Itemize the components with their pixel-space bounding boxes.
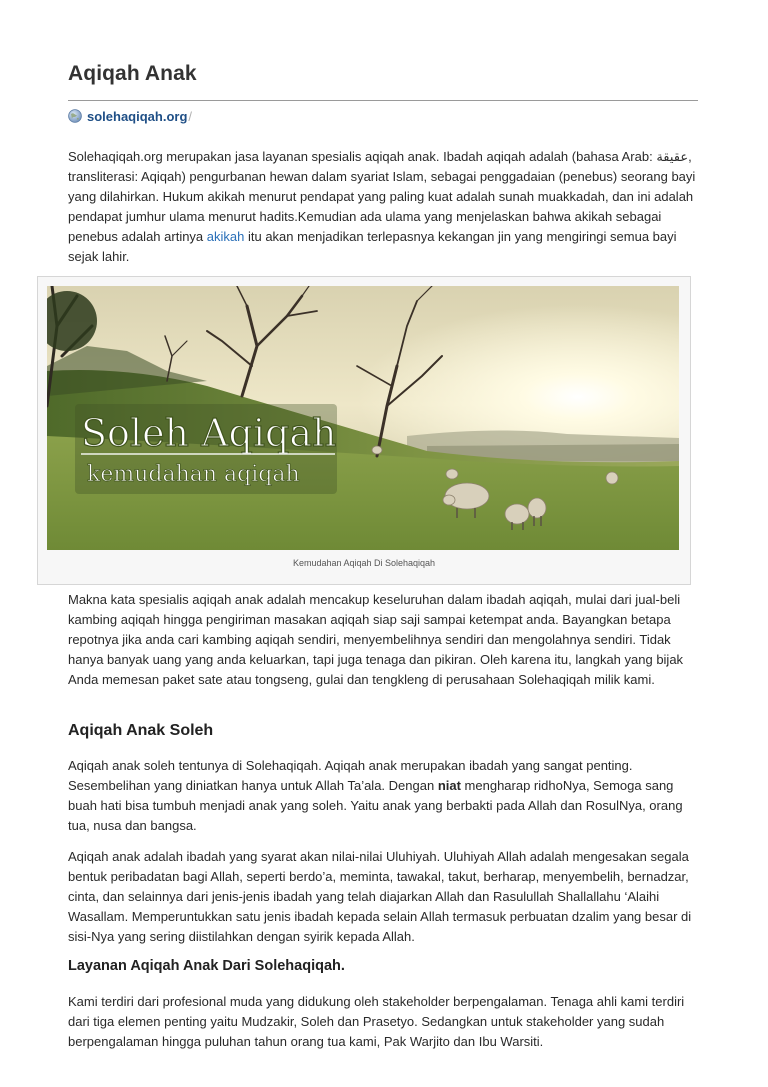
logo-subtitle: kemudahan aqiqah	[87, 462, 300, 487]
source-slash: /	[188, 108, 193, 124]
intro-text-end: itu akan menjadikan terlepasnya kekangan jin yang mengiringi semua bayi sejak lahir.	[68, 229, 677, 264]
intro-paragraph	[68, 147, 700, 267]
paragraph-layanan: Kami terdiri dari profesional muda yang didukung oleh stakeholder berpengalaman. Tenaga ahli kami terdiri dari tiga elemen penting yaitu Mudzakir, Soleh dan Prasetyo. Sedangkan untuk stakeholder yang sudah berpengalaman hingga puluhan tahun orang tua kami, Pak Warjito dan Ibu Warsiti.	[68, 994, 685, 1049]
source-domain-link[interactable]: solehaqiqah.org	[87, 108, 188, 124]
figure-frame	[37, 276, 691, 585]
globe-icon	[68, 109, 82, 123]
intro-text-start: Solehaqiqah.org merupakan jasa layanan spesialis aqiqah anak. Ibadah aqiqah adalah (bahasa Arab: عقيقة, transliterasi: Aqiqah) pengurbanan hewan dalam syariat Islam, sebagai penggadaian (penebus) seorang bayi yang dilahirkan. Hukum akikah menurut pendapat yang paling kuat adalah sunah muakkadah, dan ini adalah pendapat jumhur ulama menurut hadits.Kemudian ada ulama yang menjelaskan bahwa akikah sebagai penebus adalah artinya	[68, 149, 696, 244]
anak-soleh-text-end: mengharap ridhoNya, Semoga sang buah hati bisa tumbuh menjadi anak yang soleh. Yaitu anak yang berbakti pada Allah dan RosulNya, orang tua, nusa dan bangsa.	[68, 778, 683, 833]
banner-logo	[75, 404, 337, 494]
source-line[interactable]	[68, 107, 192, 125]
bold-niat: niat	[437, 778, 461, 793]
akikah-link[interactable]: akikah	[206, 229, 245, 244]
paragraph-uluhiyah: Aqiqah anak adalah ibadah yang syarat akan nilai-nilai Uluhiyah. Uluhiyah Allah adalah mengesakan segala bentuk peribadatan bagi Allah, seperti berdo’a, meminta, tawakal, takut, berharap, menyembelih, bernadzar, cinta, dan selainnya dari jenis-jenis ibadah yang telah diajarkan Allah dan Rasulullah Shallallahu ‘Alaihi Wasallam. Memperuntukkan satu jenis ibadah kepada selain Allah termasuk perbuatan dzalim yang besar di sisi-Nya yang sering diistilahkan dengan syirik kepada Allah.	[68, 849, 692, 944]
anak-soleh-text-start: Aqiqah anak soleh tentunya di Solehaqiqah. Aqiqah anak merupakan ibadah yang sangat penting. Sesembelihan yang diniatkan hanya untuk Allah Ta’ala. Dengan	[68, 758, 633, 793]
page-title: Aqiqah Anak	[68, 62, 197, 85]
paragraph-makna: Makna kata spesialis aqiqah anak adalah mencakup keseluruhan dalam ibadah aqiqah, mulai dari jual-beli kambing aqiqah hingga pengiriman masakan aqiqah siap saji sampai ketempat anda. Bayangkan betapa repotnya jika anda cari kambing aqiqah sendiri, menyembelihnya sendiri dan mengolahnya sendiri. Tidak hanya banyak uang yang anda keluarkan, tapi juga tenaga dan pikiran. Oleh karena itu, langkah yang bijak Anda memesan paket sate atau tongseng, gulai dan tengkleng di perusahaan Solehaqiqah milik kami.	[68, 592, 684, 687]
paragraph-anak-soleh	[68, 756, 700, 836]
banner-image	[47, 286, 679, 550]
title-divider	[68, 100, 698, 101]
heading-aqiqah-anak-soleh: Aqiqah Anak Soleh	[68, 722, 214, 739]
logo-title: Soleh Aqiqah	[81, 411, 337, 455]
heading-layanan: Layanan Aqiqah Anak Dari Solehaqiqah.	[68, 958, 345, 974]
figure-caption: Kemudahan Aqiqah Di Solehaqiqah	[292, 558, 436, 568]
